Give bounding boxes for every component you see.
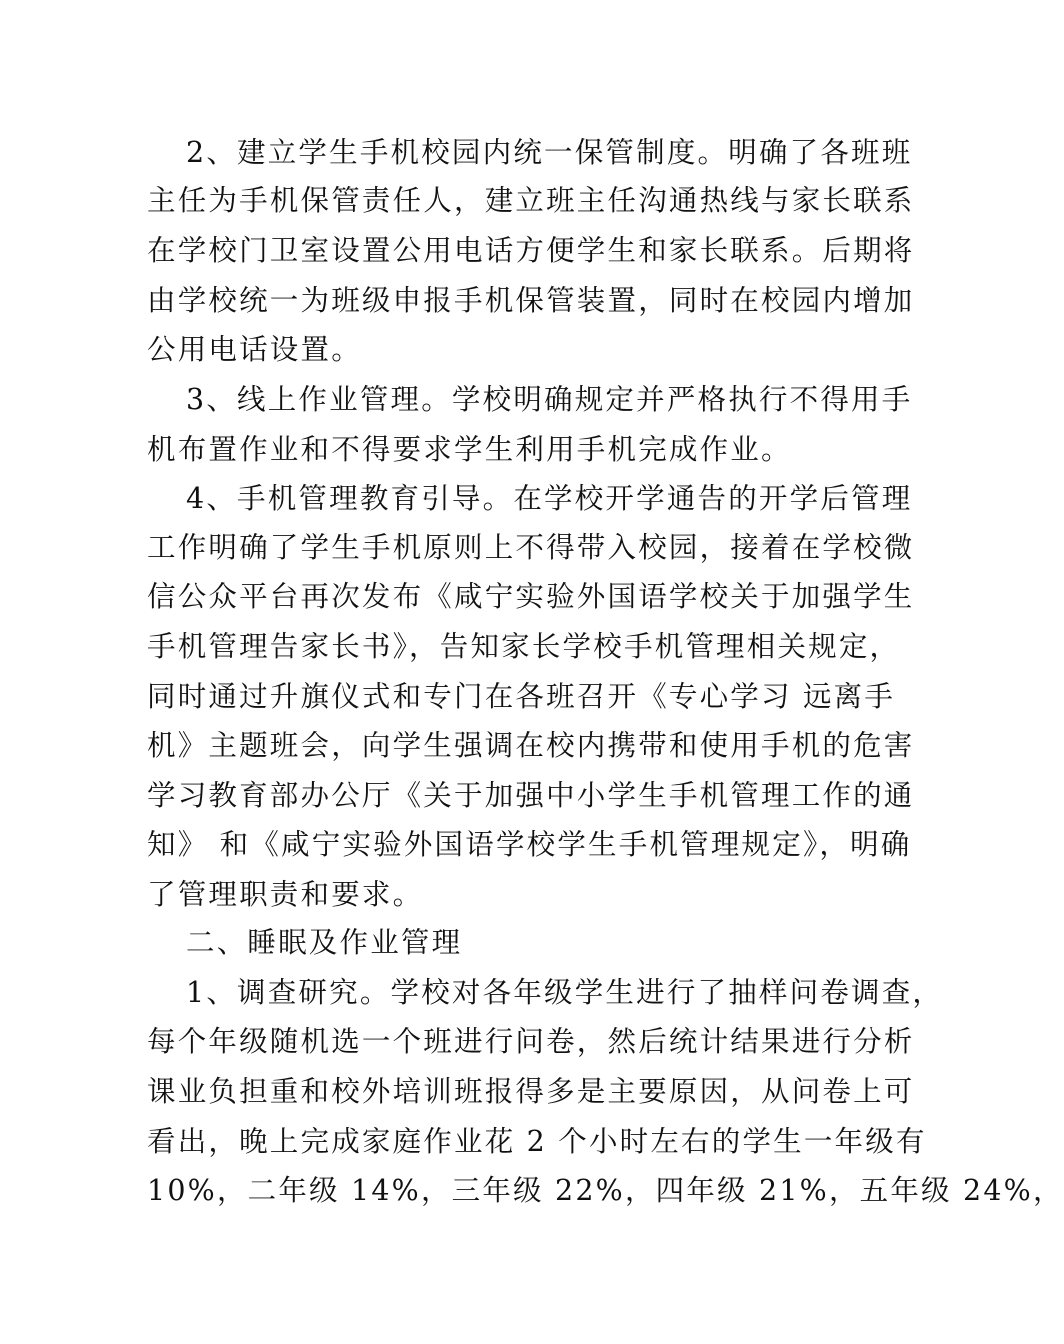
text-line: 学习教育部办公厅《关于加强中小学生手机管理工作的通	[147, 779, 915, 812]
text-line: 课业负担重和校外培训班报得多是主要原因，从问卷上可	[147, 1075, 915, 1108]
text-line: 在学校门卫室设置公用电话方便学生和家长联系。后期将	[147, 234, 915, 267]
text-line: 3、线上作业管理。学校明确规定并严格执行不得用手	[186, 383, 913, 416]
text-line: 1、调查研究。学校对各年级学生进行了抽样问卷调查，	[186, 976, 944, 1009]
text-line: 工作明确了学生手机原则上不得带入校园，接着在学校微	[147, 531, 915, 564]
text-line: 看出，晚上完成家庭作业花 2 个小时左右的学生一年级有	[147, 1125, 927, 1158]
text-line: 信公众平台再次发布《咸宁实验外国语学校关于加强学生	[147, 580, 915, 613]
text-line: 手机管理告家长书》，告知家长学校手机管理相关规定，	[147, 630, 901, 663]
section-heading: 二、睡眠及作业管理	[186, 926, 463, 959]
text-line: 公用电话设置。	[147, 333, 362, 366]
text-line: 了管理职责和要求。	[147, 878, 424, 911]
text-line: 由学校统一为班级申报手机保管装置，同时在校园内增加	[147, 284, 915, 317]
text-line: 机》主题班会，向学生强调在校内携带和使用手机的危害	[147, 729, 915, 762]
text-line: 每个年级随机选一个班进行问卷，然后统计结果进行分析	[147, 1025, 915, 1058]
text-line: 同时通过升旗仪式和专门在各班召开《专心学习 远离手	[147, 680, 896, 713]
text-line: 知》 和《咸宁实验外国语学校学生手机管理规定》，明确	[147, 828, 912, 861]
text-line: 10%，二年级 14%，三年级 22%，四年级 21%，五年级 24%，	[147, 1174, 1064, 1207]
text-line: 主任为手机保管责任人，建立班主任沟通热线与家长联系	[147, 184, 915, 217]
text-line: 2、建立学生手机校园内统一保管制度。明确了各班班	[186, 136, 913, 169]
text-line: 机布置作业和不得要求学生利用手机完成作业。	[147, 433, 792, 466]
text-line: 4、手机管理教育引导。在学校开学通告的开学后管理	[186, 482, 913, 515]
